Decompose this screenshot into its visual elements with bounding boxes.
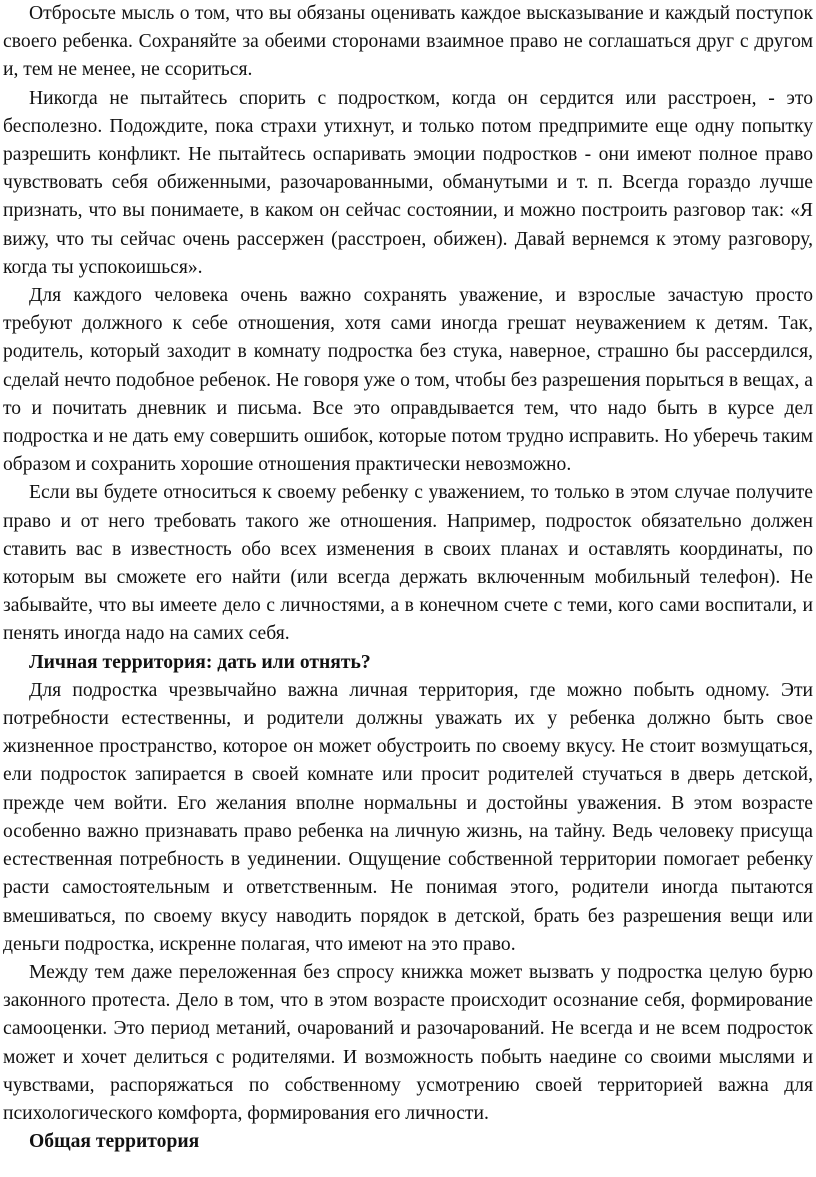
paragraph-personal-space: Для подростка чрезвычайно важна личная территория, где можно побыть одному. Эти потребности естественны, и родители должны уважать их у ребенка должно быть свое жизненное пространство, которое он может обустроить по своему вкусу. Не стоит возмущаться, ели подросток запирается в своей комнате или просит родителей стучаться в дверь детской, прежде чем войти. Его желания вполне нормальны и достойны уважения. В этом возрасте особенно важно признавать право ребенка на личную жизнь, на тайну. Ведь человеку присуща естественная потребность в уединении. Ощущение собственной территории помогает ребенку расти самостоятельным и ответственным. Не понимая этого, родители иногда пытаются вмешиваться, по своему вкусу наводить порядок в детской, брать без разрешения вещи или деньги подростка, искренне полагая, что имеют на это право. [3, 679, 813, 955]
paragraph-mutual-respect: Если вы будете относиться к своему ребенку с уважением, то только в этом случае получите право и от него требовать такого же отношения. Например, подросток обязательно должен ставить вас в известность обо всех изменения в своих планах и оставлять координаты, по которым вы сможете его найти (или всегда держать включенным мобильный телефон). Не забывайте, что вы имеете дело с личностями, а в конечном счете с теми, кого сами воспитали, и пенять иногда надо на самих себя. [3, 482, 813, 645]
heading-personal-territory: Личная территория: дать или отнять? [29, 651, 371, 673]
paragraph-no-arguing: Никогда не пытайтесь спорить с подростком, когда он сердится или расстроен, - это бесполезно. Подождите, пока страхи утихнут, и только потом предпримите еще одну попытку разрешить конфликт. Не пытайтесь оспаривать эмоции подростков - они имеют полное право чувствовать себя обиженными, разочарованными, обманутыми и т. п. Всегда гораздо лучше признать, что вы понимаете, в каком он сейчас состоянии, и можно построить разговор так: «Я вижу, что ты сейчас очень рассержен (расстроен, обижен). Давай вернемся к этому разговору, когда ты успокоишься». [3, 87, 813, 278]
paragraph-evaluation: Отбросьте мысль о том, что вы обязаны оценивать каждое высказывание и каждый поступок своего ребенка. Сохраняйте за обеими сторонами взаимное право не соглашаться друг с другом и, тем не менее, не ссориться. [3, 3, 813, 81]
heading-common-territory: Общая территория [29, 1131, 200, 1153]
paragraph-respect: Для каждого человека очень важно сохранять уважение, и взрослые зачастую просто требуют должного к себе отношения, хотя сами иногда грешат неуважением к детям. Так, родитель, который заходит в комнату подростка без стука, наверное, страшно бы рассердился, сделай нечто подобное ребенок. Не говоря уже о том, чтобы без разрешения порыться в вещах, а то и почитать дневник и письма. Все это оправдывается тем, что надо быть в курсе дел подростка и не дать ему совершить ошибок, которые потом трудно исправить. Но уберечь таким образом и сохранить хорошие отношения практически невозможно. [3, 285, 813, 476]
paragraph-self-awareness: Между тем даже переложенная без спросу книжка может вызвать у подростка целую бурю законного протеста. Дело в том, что в этом возрасте происходит осознание себя, формирование самооценки. Это период метаний, очарований и разочарований. Не всегда и не всем подросток может и хочет делиться с родителями. И возможность побыть наедине со своими мыслями и чувствами, распоряжаться по собственному усмотрению своей территорией важна для психологического комфорта, формирования его личности. [3, 961, 813, 1124]
